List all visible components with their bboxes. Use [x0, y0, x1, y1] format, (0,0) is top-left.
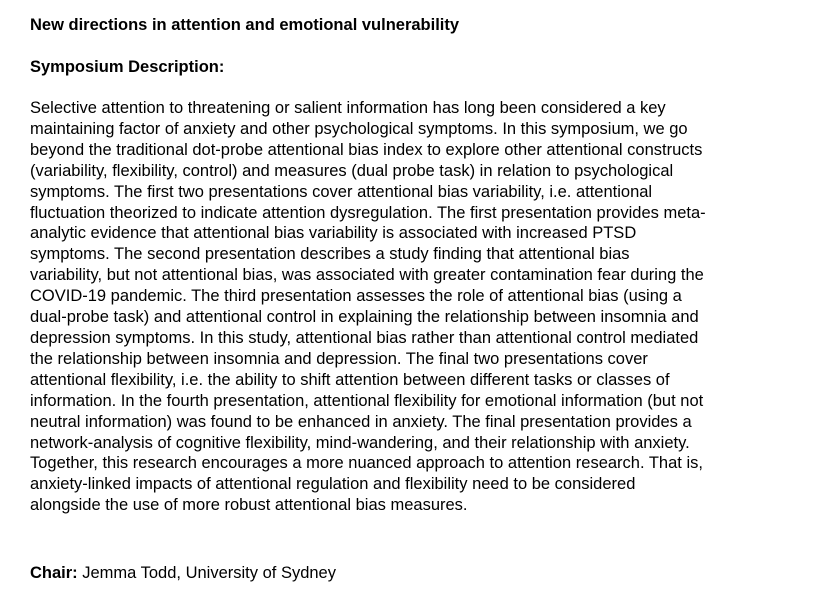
description-line: information. In the fourth presentation, attentional flexibility for emotional information (but not	[30, 391, 704, 410]
description-line: the relationship between insomnia and depression. The final two presentations cover	[30, 349, 648, 368]
description-line: depression symptoms. In this study, attentional bias rather than attentional control mediated	[30, 328, 699, 347]
description-line: maintaining factor of anxiety and other psychological symptoms. In this symposium, we go	[30, 119, 688, 138]
description-line: symptoms. The second presentation describes a study finding that attentional bias	[30, 245, 630, 264]
description-line: dual-probe task) and attentional control in explaining the relationship between insomnia and	[30, 308, 699, 327]
symposium-description	[30, 98, 790, 516]
section-heading: Symposium Description:	[30, 58, 225, 76]
chair-label: Chair:	[30, 564, 78, 582]
chair-value: Jemma Todd, University of Sydney	[77, 564, 336, 582]
description-line: neutral information) was found to be enhanced in anxiety. The final presentation provides a	[30, 412, 692, 431]
chair-line	[30, 563, 336, 583]
description-line: Selective attention to threatening or salient information has long been considered a key	[30, 99, 666, 117]
description-line: symptoms. The first two presentations cover attentional bias variability, i.e. attentional	[30, 182, 653, 201]
document-title: New directions in attention and emotional vulnerability	[30, 16, 460, 34]
description-line: variability, but not attentional bias, was associated with greater contamination fear during the	[30, 266, 704, 285]
description-line: analytic evidence that attentional bias variability is associated with increased PTSD	[30, 224, 637, 243]
description-line: network-analysis of cognitive flexibility, mind-wandering, and their relationship with anxiety.	[30, 433, 690, 452]
description-line: fluctuation theorized to indicate attention dysregulation. The first presentation provides meta-	[30, 203, 706, 222]
description-line: (variability, flexibility, control) and measures (dual probe task) in relation to psychological	[30, 161, 674, 180]
description-line: Together, this research encourages a more nuanced approach to attention research. That is,	[30, 454, 703, 473]
description-line: attentional flexibility, i.e. the ability to shift attention between different tasks or classes of	[30, 370, 670, 389]
description-line: anxiety-linked impacts of attentional regulation and flexibility need to be considered	[30, 475, 636, 494]
description-line: COVID-19 pandemic. The third presentation assesses the role of attentional bias (using a	[30, 287, 682, 306]
description-line: beyond the traditional dot-probe attentional bias index to explore other attentional constructs	[30, 140, 703, 159]
description-line: alongside the use of more robust attentional bias measures.	[30, 496, 468, 515]
